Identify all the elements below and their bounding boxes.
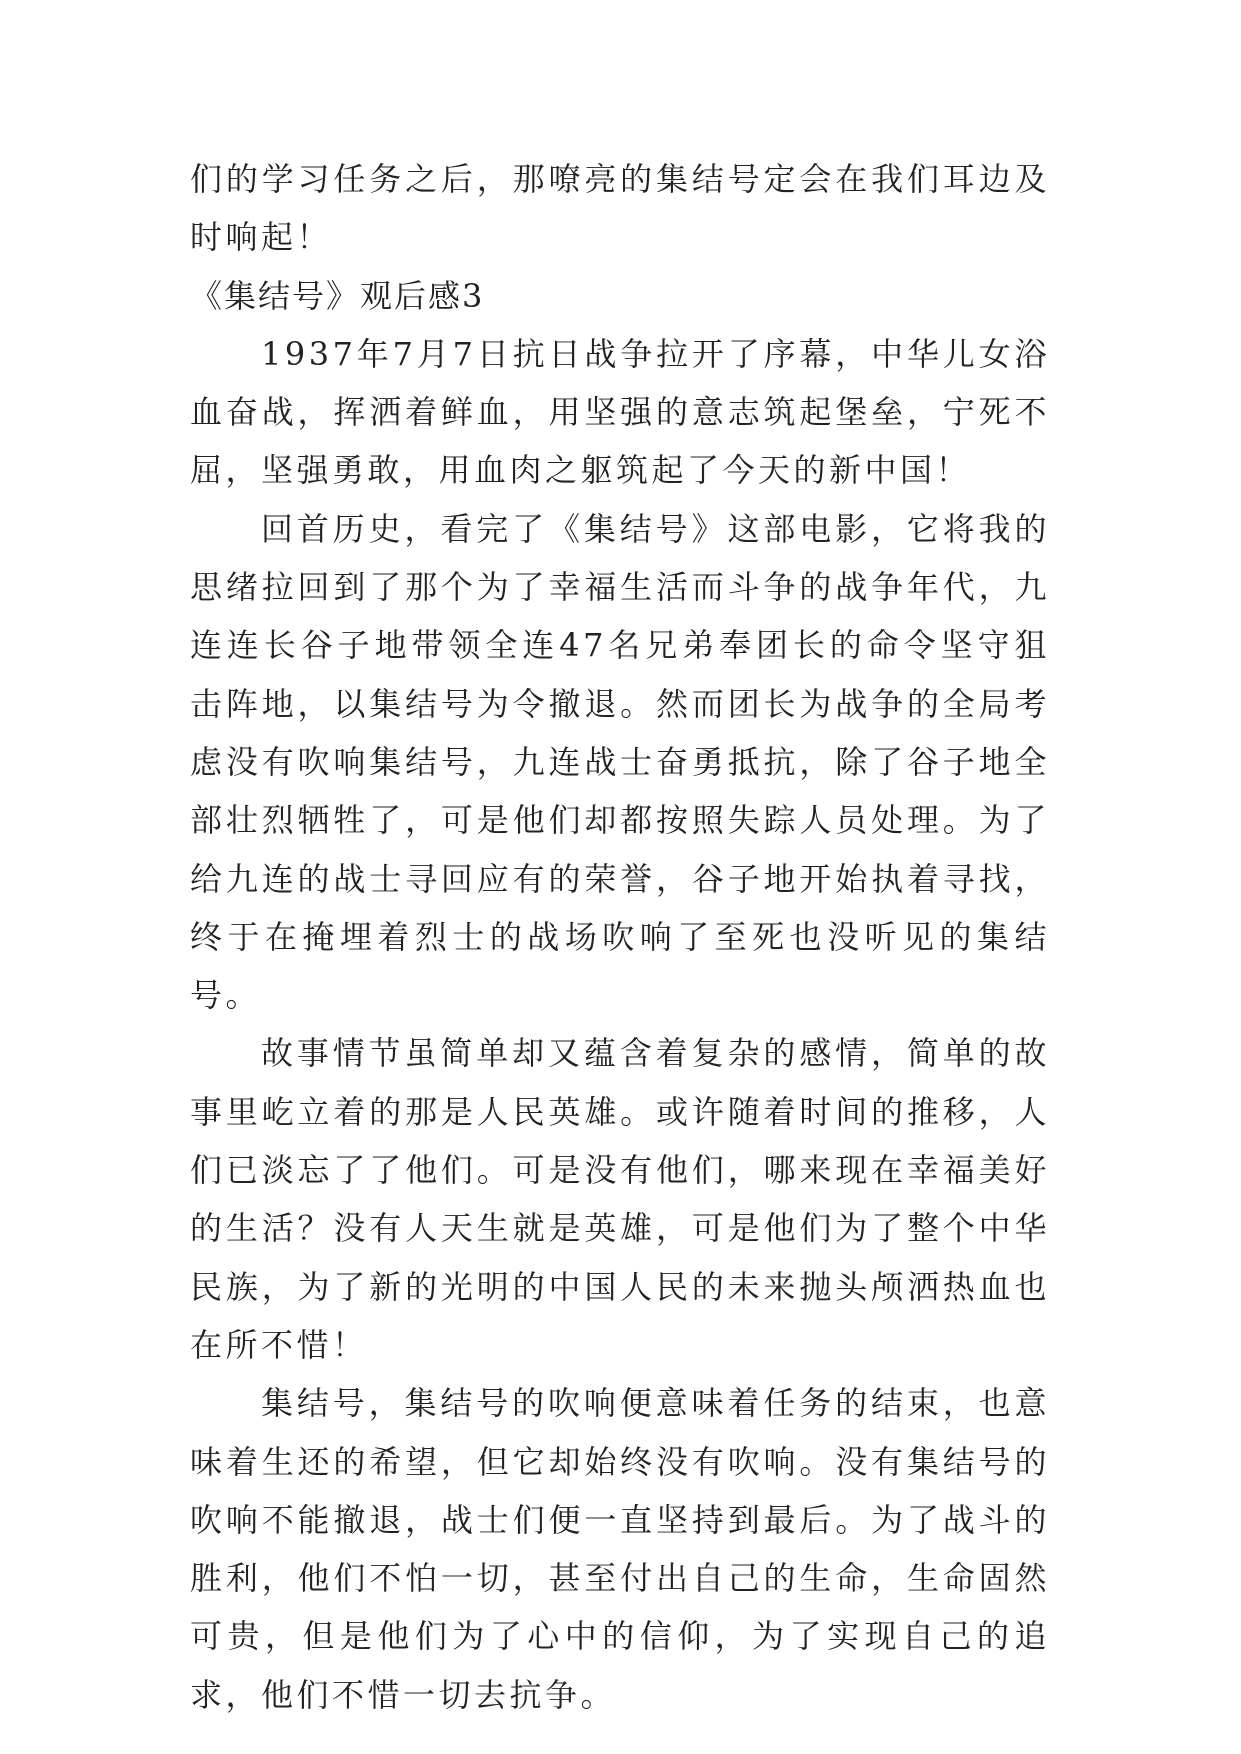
document-body bbox=[190, 150, 1050, 1724]
paragraph: 回首历史，看完了《集结号》这部电影，它将我的思绪拉回到了那个为了幸福生活而斗争的战争年代，九连连长谷子地带领全连47名兄弟奉团长的命令坚守狙击阵地，以集结号为令撤退。然而团长为战争的全局考虑没有吹响集结号，九连战士奋勇抵抗，除了谷子地全部壮烈牺牲了，可是他们却都按照失踪人员处理。为了给九连的战士寻回应有的荣誉，谷子地开始执着寻找，终于在掩埋着烈士的战场吹响了至死也没听见的集结号。 bbox=[190, 509, 1050, 1015]
paragraph: 集结号，集结号的吹响便意味着任务的结束，也意味着生还的希望，但它却始终没有吹响。没有集结号的吹响不能撤退，战士们便一直坚持到最后。为了战斗的胜利，他们不怕一切，甚至付出自己的生命，生命固然可贵，但是他们为了心中的信仰，为了实现自己的追求，他们不惜一切去抗争。 bbox=[190, 1384, 1050, 1714]
paragraph-continuation: 们的学习任务之后，那嘹亮的集结号定会在我们耳边及时响起！ bbox=[190, 160, 1050, 257]
paragraph: 1937年7月7日抗日战争拉开了序幕，中华儿女浴血奋战，挥洒着鲜血，用坚强的意志筑起堡垒，宁死不屈，坚强勇敢，用血肉之躯筑起了今天的新中国！ bbox=[190, 334, 1050, 490]
paragraph: 故事情节虽简单却又蕴含着复杂的感情，简单的故事里屹立着的那是人民英雄。或许随着时间的推移，人们已淡忘了了他们。可是没有他们，哪来现在幸福美好的生活？没有人天生就是英雄，可是他们为了整个中华民族，为了新的光明的中国人民的未来抛头颅洒热血也在所不惜！ bbox=[190, 1034, 1050, 1364]
essay-heading: 《集结号》观后感3 bbox=[190, 276, 485, 315]
